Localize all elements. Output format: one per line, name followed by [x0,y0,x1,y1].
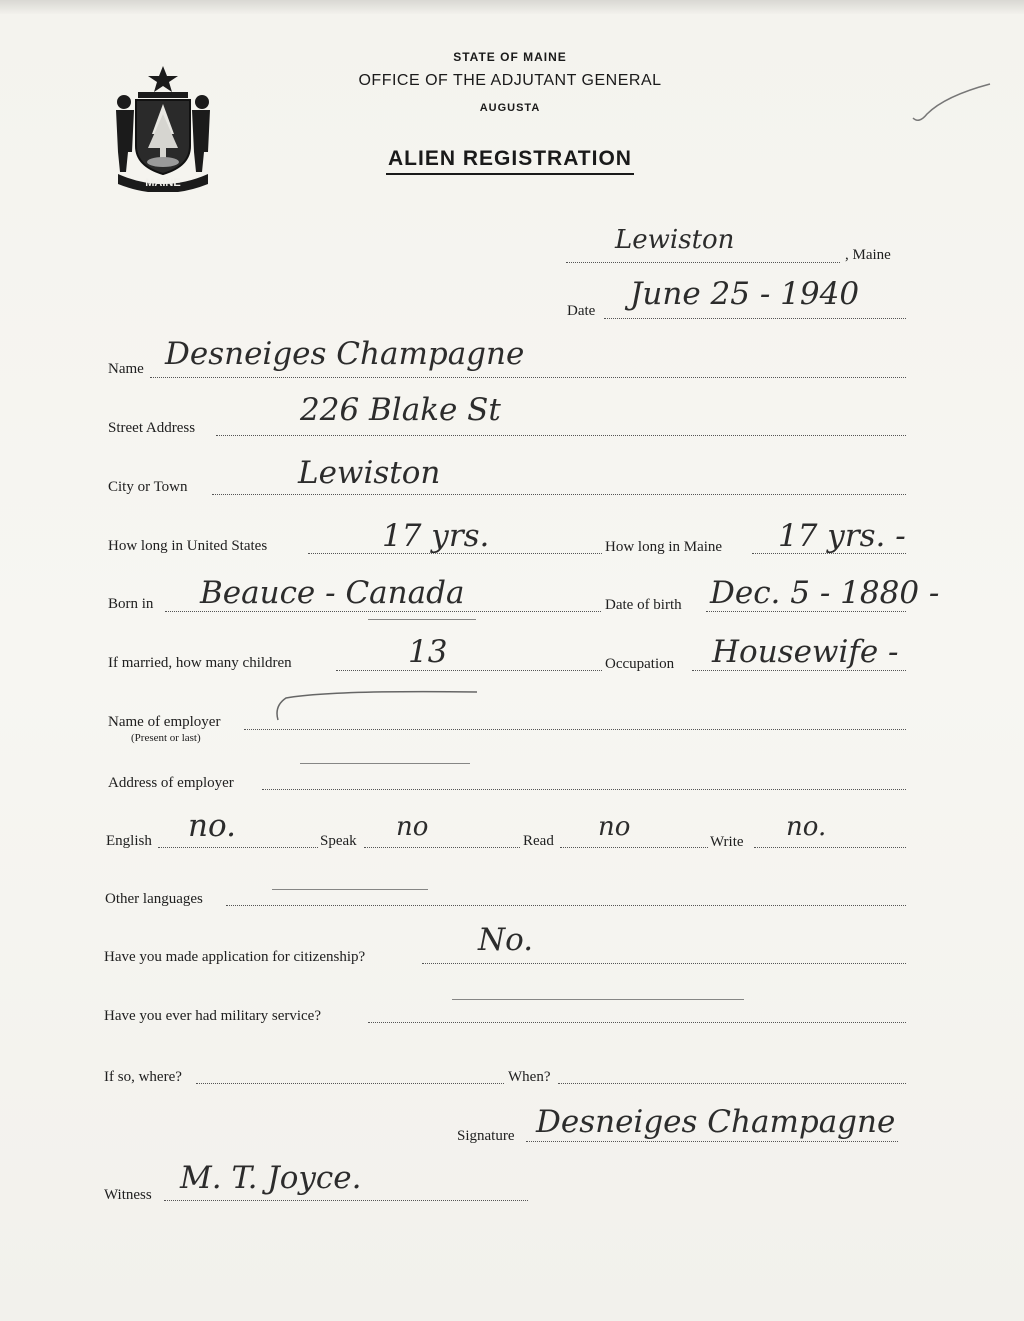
where-label: If so, where? [104,1069,182,1085]
signature-label: Signature [457,1128,515,1144]
employer-name-dash [272,686,482,726]
citizenship-value: No. [478,922,534,958]
speak-line [364,847,520,848]
when-line [558,1083,906,1084]
occupation-label: Occupation [605,656,675,672]
check-mark-icon [905,78,995,128]
write-value: no. [786,812,827,842]
employer-address-label: Address of employer [108,775,234,791]
employer-name-line [244,729,906,730]
form-title-text: ALIEN REGISTRATION [386,147,634,175]
seal-banner-text: MAINE [145,177,181,189]
born-in-line [165,611,601,612]
stray-dash [452,999,744,1000]
how-long-maine-value: 17 yrs. - [778,518,906,554]
other-languages-line [226,905,906,906]
date-line [604,318,906,319]
occupation-line [692,670,906,671]
street-line [216,435,906,436]
name-value: Desneiges Champagne [165,336,525,372]
children-line [336,670,602,671]
office-heading: OFFICE OF THE ADJUTANT GENERAL [358,72,662,89]
maine-label: , Maine [845,247,891,263]
speak-value: no [396,812,429,842]
children-value: 13 [408,634,448,670]
witness-line [164,1200,528,1201]
employer-note: (Present or last) [131,732,201,744]
write-label: Write [710,834,744,850]
city-label: City or Town [108,479,188,495]
date-of-birth-line [706,611,906,612]
city-value: Lewiston [298,455,441,491]
when-label: When? [508,1069,551,1085]
military-line [368,1022,906,1023]
name-label: Name [108,361,144,377]
citizenship-line [422,963,906,964]
how-long-us-value: 17 yrs. [382,518,490,554]
state-heading: STATE OF MAINE [453,50,567,64]
date-of-birth-value: Dec. 5 - 1880 - [710,575,940,611]
date-value: June 25 - 1940 [630,276,860,312]
citizenship-label: Have you made application for citizenship? [104,949,366,965]
employer-name-label: Name of employer [108,714,221,730]
born-in-value: Beauce - Canada [200,575,465,611]
how-long-maine-label: How long in Maine [605,539,723,555]
read-label: Read [523,833,554,849]
children-label: If married, how many children [108,655,292,671]
english-value: no. [188,808,236,844]
signature-value: Desneiges Champagne [536,1104,896,1140]
signature-line [526,1141,898,1142]
witness-value: M. T. Joyce. [180,1160,362,1196]
date-of-birth-label: Date of birth [605,597,682,613]
street-label: Street Address [108,420,196,436]
date-label: Date [567,303,596,319]
street-value: 226 Blake St [300,392,501,428]
occupation-value: Housewife - [712,634,899,670]
city-heading: AUGUSTA [479,102,541,114]
where-line [196,1083,504,1084]
witness-label: Witness [104,1187,152,1203]
read-line [560,847,708,848]
read-value: no [598,812,631,842]
place-value: Lewiston [615,225,735,255]
maine-state-seal [108,62,218,192]
place-line [566,262,840,263]
city-line [212,494,906,495]
speak-label: Speak [320,833,357,849]
employer-address-line [262,789,906,790]
employer-address-dash [300,763,470,764]
form-title [300,147,720,175]
military-label: Have you ever had military service? [104,1008,321,1024]
name-line [150,377,906,378]
write-line [754,847,906,848]
how-long-us-label: How long in United States [108,538,268,554]
born-in-label: Born in [108,596,154,612]
other-languages-dash [272,889,428,890]
born-in-underline [368,619,476,620]
english-line [158,847,318,848]
scan-edge [0,0,1024,14]
english-label: English [106,833,152,849]
other-languages-label: Other languages [105,891,203,907]
